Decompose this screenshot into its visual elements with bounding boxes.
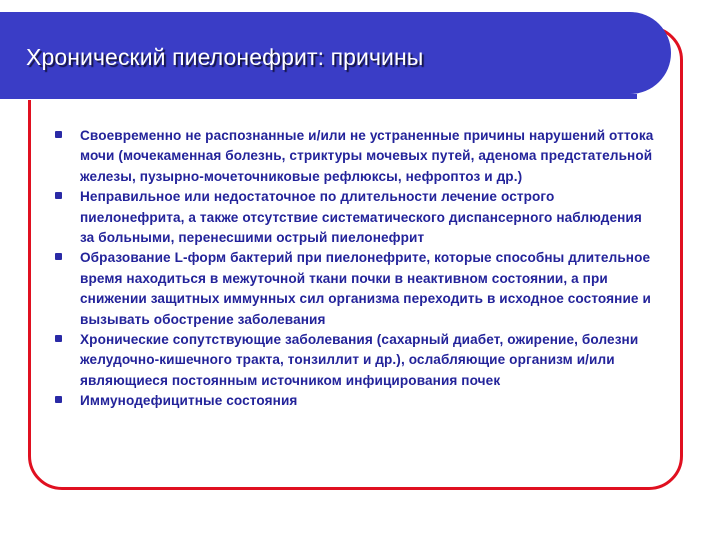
square-bullet-icon — [55, 396, 62, 403]
bullet-text: Образование L-форм бактерий при пиелонефрите, которые способны длительное время находиться в межуточной ткани почки в неактивном состоянии, а при снижении защитных иммунных сил организма переходить в исходное состояние и вызывать обострение заболевания — [80, 250, 651, 327]
square-bullet-icon — [55, 131, 62, 138]
square-bullet-icon — [55, 192, 62, 199]
slide-title: Хронический пиелонефрит: причины — [26, 44, 424, 70]
bullet-text: Иммунодефицитные состояния — [80, 393, 298, 409]
bullet-item — [50, 248, 660, 330]
bullet-item — [50, 330, 660, 391]
bullet-item — [50, 391, 660, 411]
bullet-item — [50, 187, 660, 248]
title-bar — [0, 12, 671, 94]
bullet-list — [50, 126, 660, 412]
square-bullet-icon — [55, 335, 62, 342]
bullet-text: Своевременно не распознанные и/или не устраненные причины нарушений оттока мочи (мочекаменная болезнь, стриктуры мочевых путей, аденома предстательной железы, пузырно-мочеточниковые рефлюксы, нефроптоз и др.) — [80, 128, 654, 184]
bullet-text: Хронические сопутствующие заболевания (сахарный диабет, ожирение, болезни желудочно-кишечного тракта, тонзиллит и др.), ослабляющие организм и/или являющиеся постоянным источником инфицирования почек — [80, 332, 639, 388]
slide-content — [50, 126, 660, 412]
square-bullet-icon — [55, 253, 62, 260]
bullet-text: Неправильное или недостаточное по длительности лечение острого пиелонефрита, а также отсутствие систематического диспансерного наблюдения за больными, перенесшими острый пиелонефрит — [80, 189, 642, 246]
title-underline — [0, 94, 637, 100]
bullet-item — [50, 126, 660, 187]
